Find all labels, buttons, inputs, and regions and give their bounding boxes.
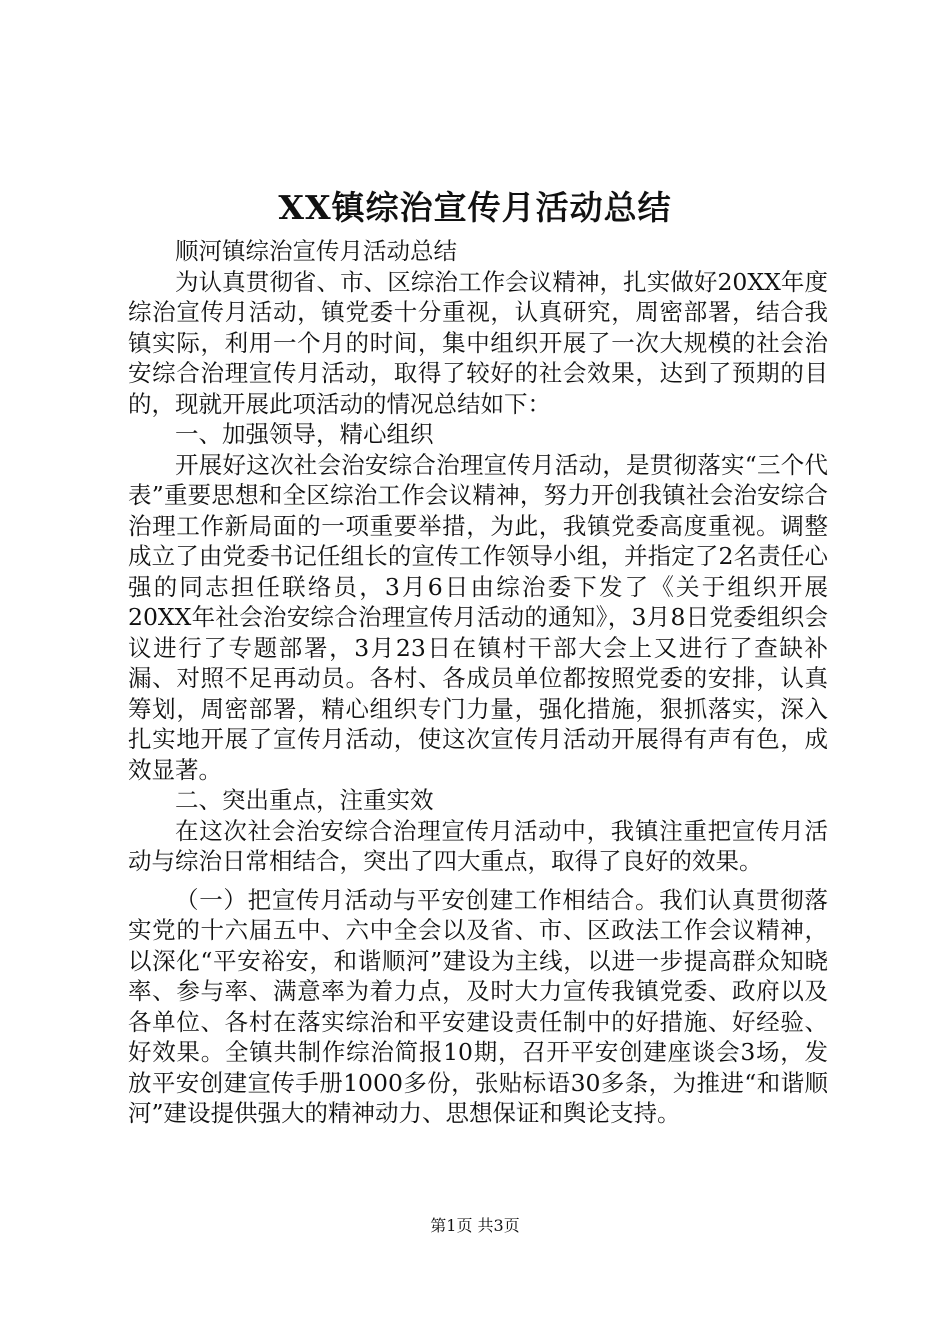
document-subtitle: 顺河镇综治宣传月活动总结 (175, 237, 457, 265)
section-1-paragraph: 开展好这次社会治安综合治理宣传月活动，是贯彻落实“三个代表”重要思想和全区综治工作会议精神，努力开创我镇社会治安综合治理工作新局面的一项重要举措，为此，我镇党委高度重视。调整成立了由党委书记任组长的宣传工作领导小组，并指定了2名责任心强的同志担任联络员，3月6日由综治委下发了《关于组织开展20XX年社会治安综合治理宣传月活动的通知》，3月8日党委组织会议进行了专题部署，3月23日在镇村干部大会上又进行了查缺补漏、对照不足再动员。各村、各成员单位都按照党委的安排，认真筹划，周密部署，精心组织专门力量，强化措施，狠抓落实，深入扎实地开展了宣传月活动，使这次宣传月活动开展得有声有色，成效显著。 (128, 450, 828, 784)
intro-paragraph: 为认真贯彻省、市、区综治工作会议精神，扎实做好20XX年度综治宣传月活动，镇党委十分重视，认真研究，周密部署，结合我镇实际，利用一个月的时间，集中组织开展了一次大规模的社会治安综合治理宣传月活动，取得了较好的社会效果，达到了预期的目的，现就开展此项活动的情况总结如下： (128, 267, 828, 418)
section-2-paragraph: 在这次社会治安综合治理宣传月活动中，我镇注重把宣传月活动与综治日常相结合，突出了四大重点，取得了良好的效果。 (128, 816, 828, 875)
section-heading-1: 一、加强领导，精心组织 (175, 420, 434, 448)
document-title: XX镇综治宣传月活动总结 (278, 188, 672, 227)
subsection-1-paragraph: （一）把宣传月活动与平安创建工作相结合。我们认真贯彻落实党的十六届五中、六中全会以及省、市、区政法工作会议精神，以深化“平安裕安，和谐顺河”建设为主线，以进一步提高群众知晓率、参与率、满意率为着力点，及时大力宣传我镇党委、政府以及各单位、各村在落实综治和平安建设责任制中的好措施、好经验、好效果。全镇共制作综治简报10期，召开平安创建座谈会3场，发放平安创建宣传手册1000多份，张贴标语30多条，为推进“和谐顺河”建设提供强大的精神动力、思想保证和舆论支持。 (128, 885, 828, 1127)
page-footer: 第1页 共3页 (430, 1216, 520, 1235)
section-heading-2: 二、突出重点，注重实效 (175, 786, 434, 814)
document-body (128, 236, 828, 1129)
